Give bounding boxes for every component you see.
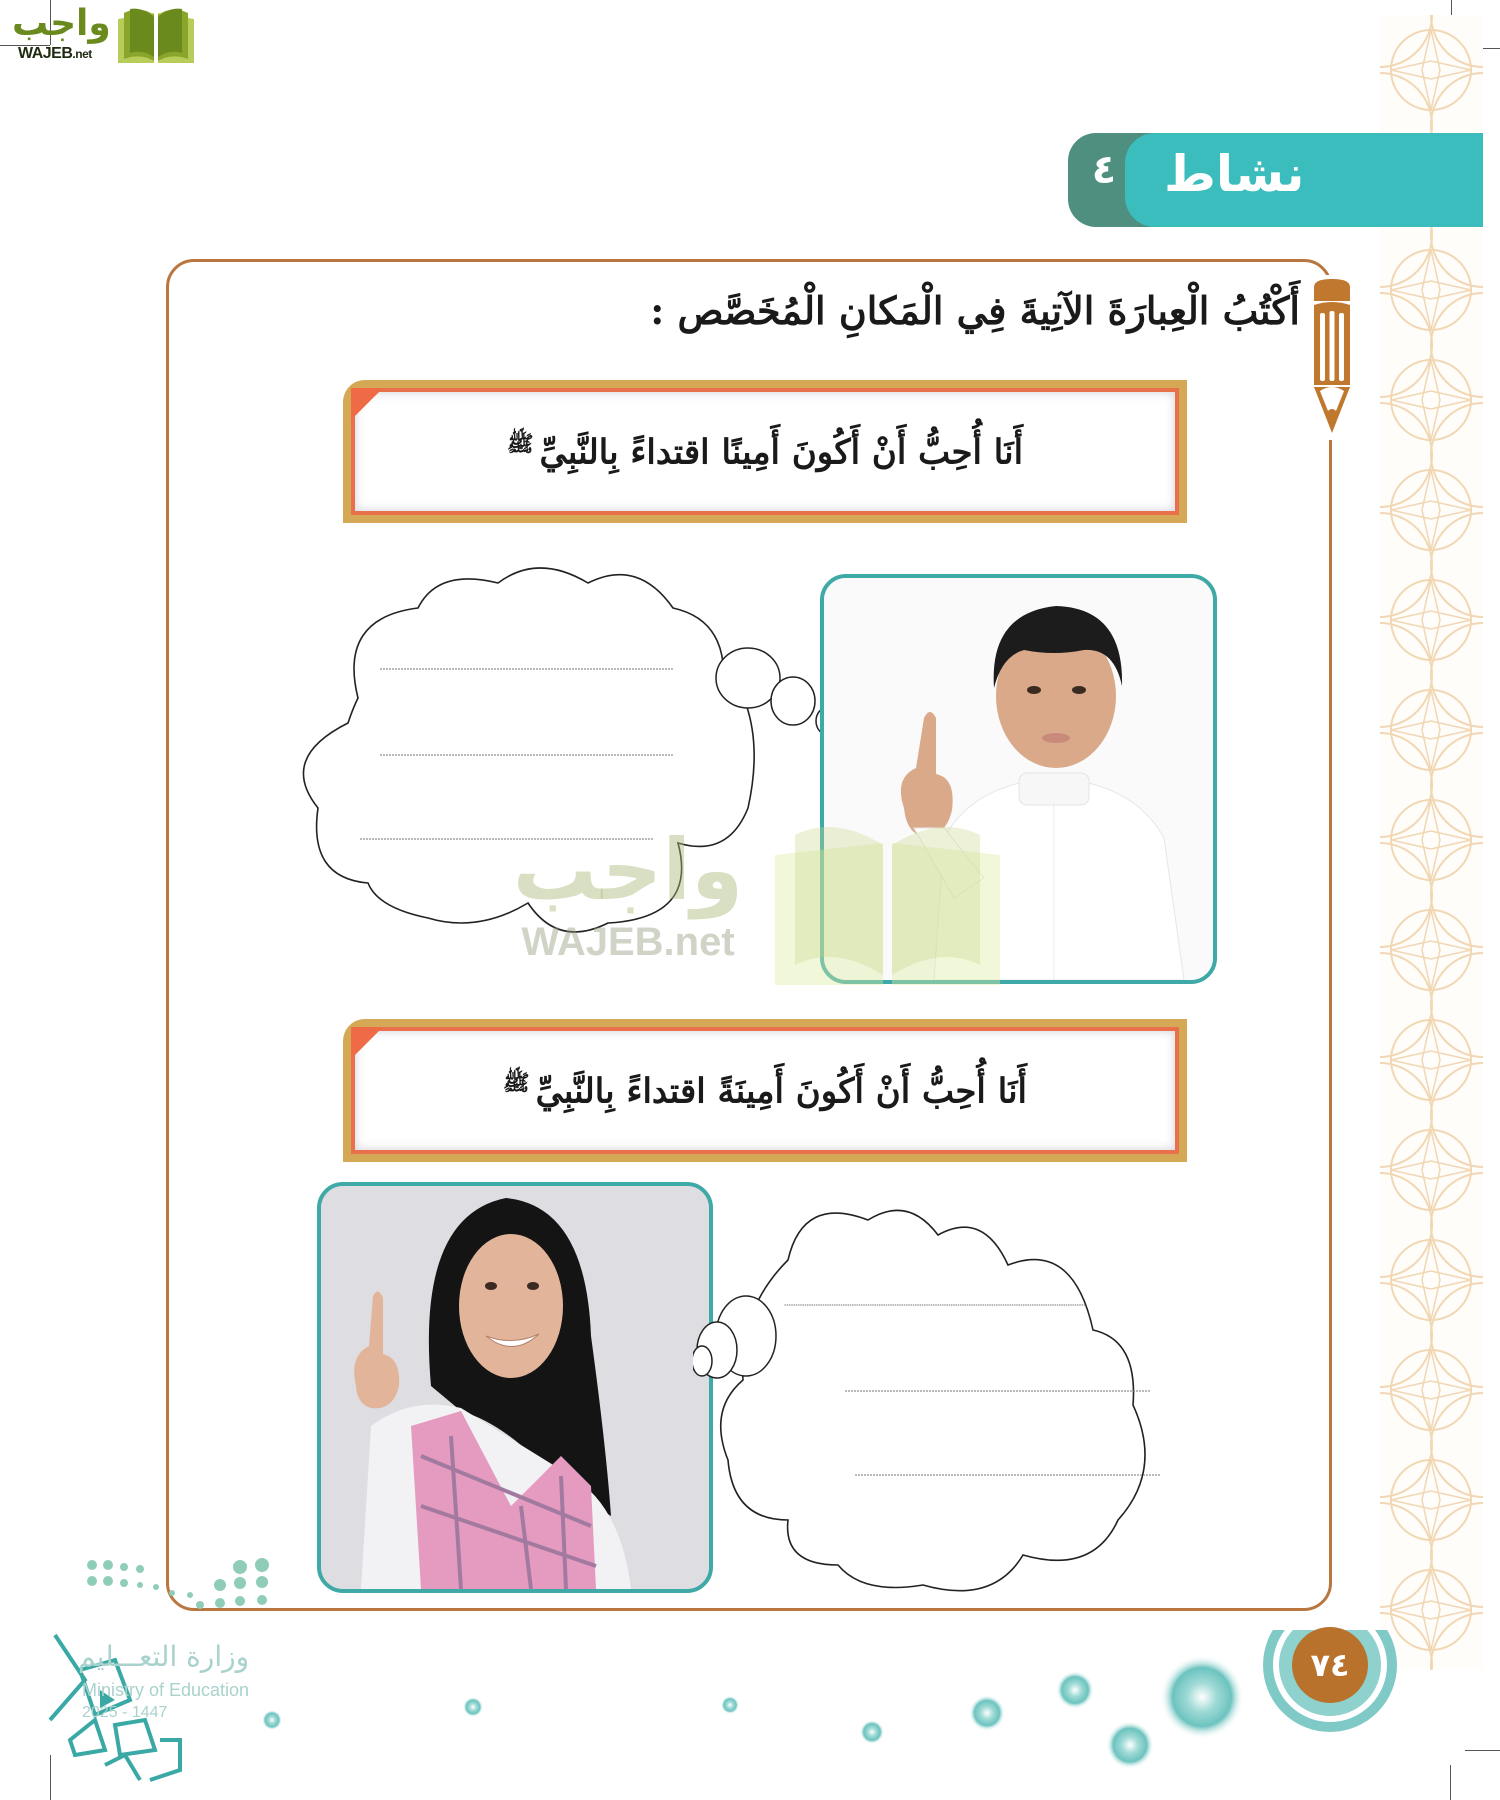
honorific-icon: ﷺ [503, 1070, 530, 1097]
ministry-name-arabic: وزارة التعـــليم [78, 1640, 250, 1673]
quote-box-1 [343, 380, 1187, 523]
activity-title: نشاط [1164, 145, 1305, 203]
wajeb-logo[interactable] [8, 5, 198, 65]
watermark-book-icon [775, 815, 1000, 985]
logo-english-text: WAJEB.net [18, 45, 92, 62]
honorific-icon: ﷺ [506, 431, 534, 458]
edition-year: 2025 - 1447 [82, 1704, 168, 1721]
watermark-english: WAJEB.net [521, 920, 735, 964]
logo-arabic-text: واجب [12, 3, 111, 44]
rosette-decorations [0, 1630, 1500, 1800]
quote-text-2: أَنَا أُحِبُّ أَنْ أَكُونَ أَمِينَةً اقتداءً بِالنَّبِيِّ$^ﷺ$ [503, 1070, 1027, 1112]
girl-illustration [321, 1186, 709, 1589]
wajeb-watermark [508, 820, 748, 980]
quote-corner-accent [351, 388, 383, 420]
page-number: ٧٤ [1292, 1627, 1368, 1703]
pencil-icon [1310, 275, 1354, 440]
quote-box-2 [343, 1019, 1187, 1162]
activity-number: ٤ [1091, 147, 1117, 193]
dotted-pattern-decoration [80, 1555, 280, 1625]
quote-corner-accent [351, 1027, 383, 1059]
open-book-icon [116, 5, 196, 65]
activity-header [1068, 133, 1483, 227]
girl-photo [317, 1182, 713, 1593]
islamic-pattern-strip [1380, 15, 1483, 1670]
ministry-name-english: Ministry of Education [82, 1680, 250, 1700]
thought-bubble-2[interactable] [693, 1190, 1233, 1600]
watermark-arabic: واجب [512, 821, 744, 919]
instruction-text: أَكْتُبُ الْعِبارَةَ الآتِيةَ فِي الْمَكانِ الْمُخَصَّص : [650, 288, 1300, 333]
quote-text-1: أَنَا أُحِبُّ أَنْ أَكُونَ أَمِينًا اقتداءً بِالنَّبِيِّ$^ﷺ$ [506, 431, 1024, 473]
